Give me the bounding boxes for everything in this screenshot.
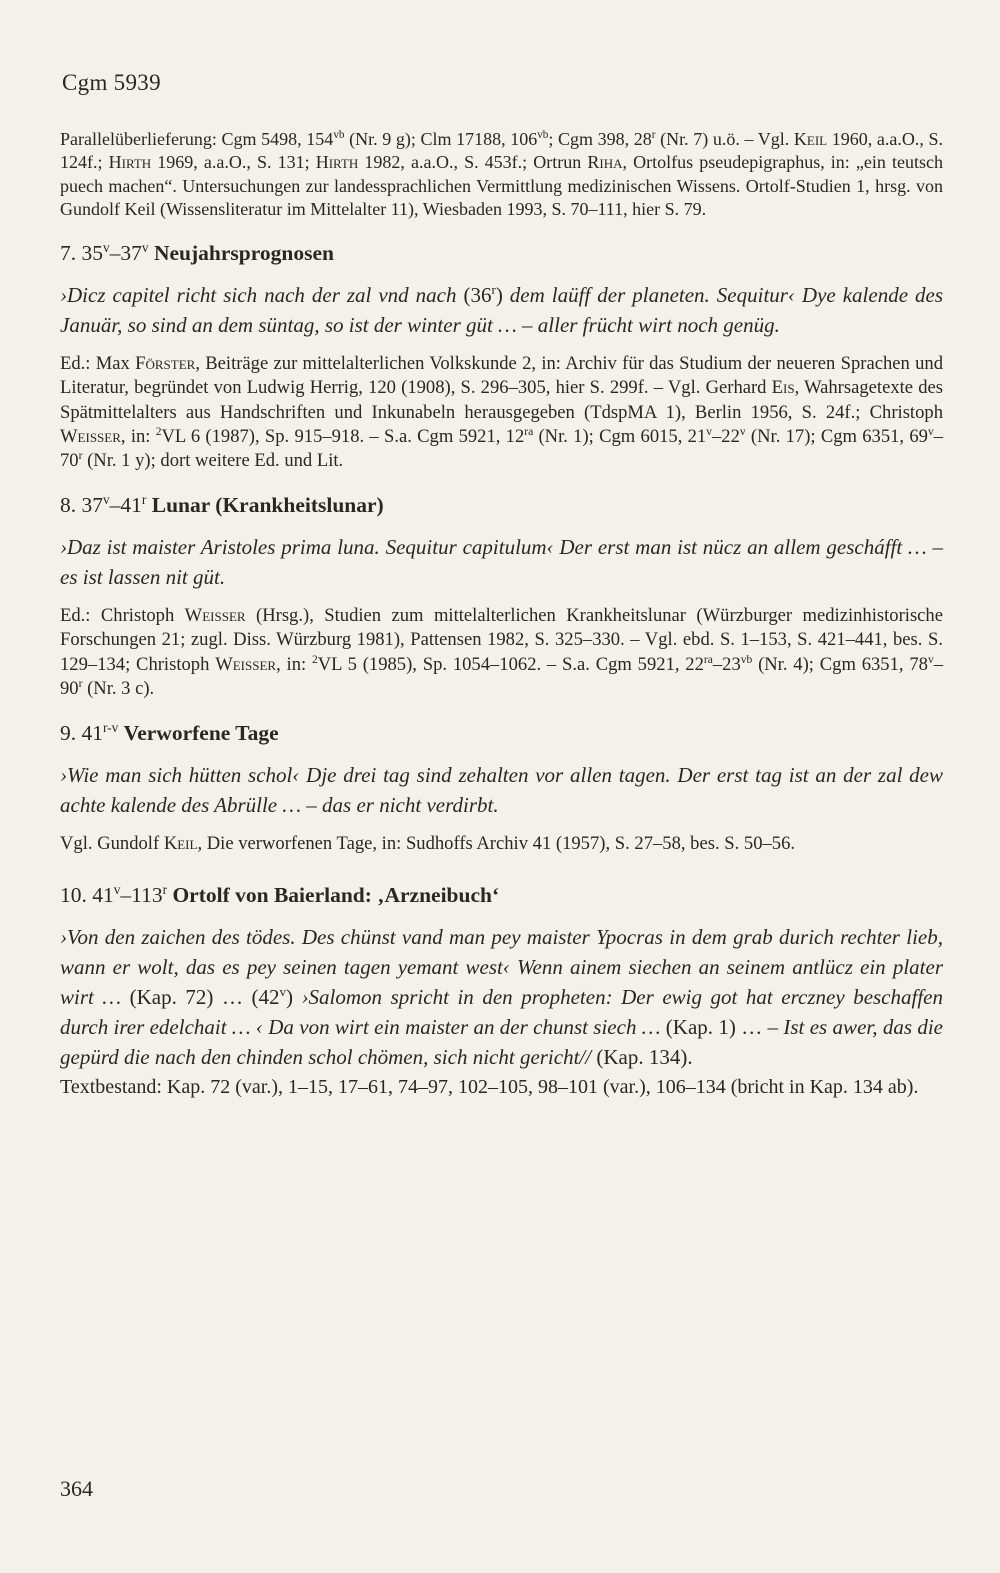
section-10-incipit: ›Von den zaichen des tödes. Des chünst vand man pey maister Ypocras in dem grab durich rechter lieb, wann er wolt, das es pey seinen tagen yemant west‹ Wenn ainem siechen an seinem antlücz ein plater wirt … (Kap. 72) … (42$^v$) ›Salomon spricht in den propheten: Der ewig got hat erczney beschaffen durch irer edelchait … ‹ Da von wirt ein maister an der chunst siech … (Kap. 1) … – Ist es awer, das die gepürd die nach den chinden schol chömen, sich nicht gericht// (Kap. 134).	[60, 925, 943, 1070]
section-7-heading: 7. 35$^v$–37$^v$ Neujahrsprognosen	[60, 240, 334, 266]
section-8-editions: Ed.: Christoph Weisser (Hrsg.), Studien zum mittelalterlichen Krankheitslunar (Würzburger medizinhistorische Forschungen 21; zugl. Diss. Würzburg 1981), Pattensen 1982, S. 325–330. – Vgl. ebd. S. 1–153, S. 421–441, bes. S. 129–134; Christoph Weisser, in: $^2$VL 5 (1985), Sp. 1054–1062. – S.a. Cgm 5921, $22^{ra}-23^{vb}$ (Nr. 4); Cgm 6351, 78$^v$–90$^r$ (Nr. 3 c).	[60, 605, 943, 699]
section-9-heading: 9. 41$^{r-v}$ Verworfene Tage	[60, 719, 279, 746]
section-8-heading: 8. 37$^v$–41$^r$ Lunar (Krankheitslunar)	[60, 492, 384, 518]
section-7-incipit: ›Dicz capitel richt sich nach der zal vnd nach (36$^r$) dem laüff der planeten. Sequitur‹ Dye kalende des Januär, so sind an dem süntag, so ist der winter güt … – aller frücht wirt noch genüg.	[60, 282, 943, 338]
section-7-editions: Ed.: Max Förster, Beiträge zur mittelalterlichen Volkskunde 2, in: Archiv für das Studium der neueren Sprachen und Literatur, begründet von Ludwig Herrig, 120 (1908), S. 296–305, hier S. 299f. – Vgl. Gerhard Eis, Wahrsagetexte des Spätmittelalters aus Handschriften und Inkunabeln herausgegeben (TdspMA 1), Berlin 1956, S. 24f.; Christoph Weisser, in: $^2$VL 6 (1987), Sp. 915–918. – S.a. Cgm 5921, $12^{ra}$ (Nr. 1); Cgm 6015, 21$^v$–22$^v$ (Nr. 17); Cgm 6351, 69$^v$–70$^r$ (Nr. 1 y); dort weitere Ed. und Lit.	[60, 353, 943, 471]
body-text	[60, 128, 943, 1102]
parallel-transmission: Parallelüberlieferung: Cgm 5498, $154^{vb}$ (Nr. 9 g); Clm 17188, $106^{vb}$; Cgm 398, 28$^r$ (Nr. 7) u.ö. – Vgl. Keil 1960, a.a.O., S. 124f.; Hirth 1969, a.a.O., S. 131; Hirth 1982, a.a.O., S. 453f.; Ortrun Riha, Ortolfus pseudepigraphus, in: „ein teutsch puech machen“. Untersuchungen zur landessprachlichen Vermittlung medizinischen Wissens. Ortolf-Studien 1, hrsg. von Gundolf Keil (Wissensliteratur im Mittelalter 11), Wiesbaden 1993, S. 70–111, hier S. 79.	[60, 129, 943, 219]
page-number: 364	[60, 1476, 93, 1501]
section-10-heading: 10. 41$^v$–113$^r$ Ortolf von Baierland: ‚Arzneibuch‘	[60, 882, 500, 908]
section-8-incipit: ›Daz ist maister Aristoles prima luna. Sequitur capitulum‹ Der erst man ist nücz an allem gescháfft … – es ist lassen nit güt.	[60, 535, 943, 590]
running-head: Cgm 5939	[62, 70, 161, 95]
section-9-references: Vgl. Gundolf Keil, Die verworfenen Tage, in: Sudhoffs Archiv 41 (1957), S. 27–58, bes. S. 50–56.	[60, 833, 796, 855]
section-9-incipit: ›Wie man sich hütten schol‹ Dje drei tag sind zehalten vor allen tagen. Der erst tag ist an der zal dew achte kalende des Abrülle … – das er nicht verdirbt.	[60, 763, 943, 818]
section-10-textbestand: Textbestand: Kap. 72 (var.), 1–15, 17–61, 74–97, 102–105, 98–101 (var.), 106–134 (bricht in Kap. 134 ab).	[60, 1076, 919, 1099]
